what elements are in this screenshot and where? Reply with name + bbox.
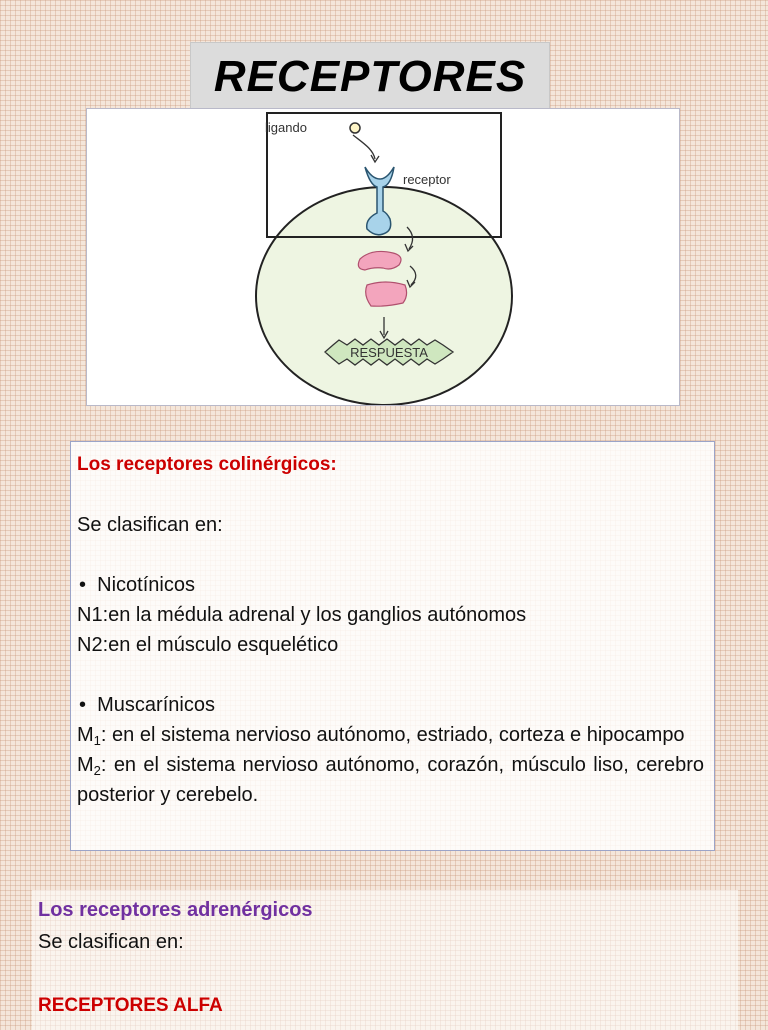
m1-desc: : en el sistema nervioso autónomo, estriado, corteza e hipocampo [100,724,685,746]
ligand-label: ligando [265,120,307,135]
m2-sub: 2 [93,763,101,778]
cholinergic-box [70,441,715,851]
m2-desc: : en el sistema nervioso autónomo, corazón, músculo liso, cerebro posterior y cerebelo. [77,754,704,806]
m1-letter: M [77,724,94,746]
adrenergic-intro: Se clasifican en: [38,931,184,953]
cholinergic-heading: Los receptores colinérgicos: [77,454,337,475]
muscarinic-item: • Muscarínicos [79,694,215,716]
receptor-diagram-svg [87,109,679,405]
alpha-receptors-title: RECEPTORES ALFA [38,995,223,1016]
n2-text: N2:en el músculo esquelético [77,634,339,656]
title-box [190,42,550,112]
n1-text: N1:en la médula adrenal y los ganglios autónomos [77,604,527,626]
muscarinic-title: Muscarínicos [97,694,215,716]
receptor-diagram [86,108,680,406]
nicotinic-item: • Nicotínicos [79,574,195,596]
m2-letter: M [77,754,94,776]
nicotinic-title: Nicotínicos [97,574,195,596]
adrenergic-box [32,890,738,1030]
page-title: RECEPTORES [213,52,527,101]
effector-2 [366,282,407,306]
m1-sub: 1 [93,733,101,748]
cholinergic-intro: Se clasifican en: [77,514,223,536]
ligand-icon [350,123,360,133]
adrenergic-heading: Los receptores adrenérgicos [38,899,313,921]
receptor-label: receptor [403,172,451,187]
m2-text [77,750,704,810]
response-label: RESPUESTA [350,345,428,360]
m1-text [77,720,704,750]
